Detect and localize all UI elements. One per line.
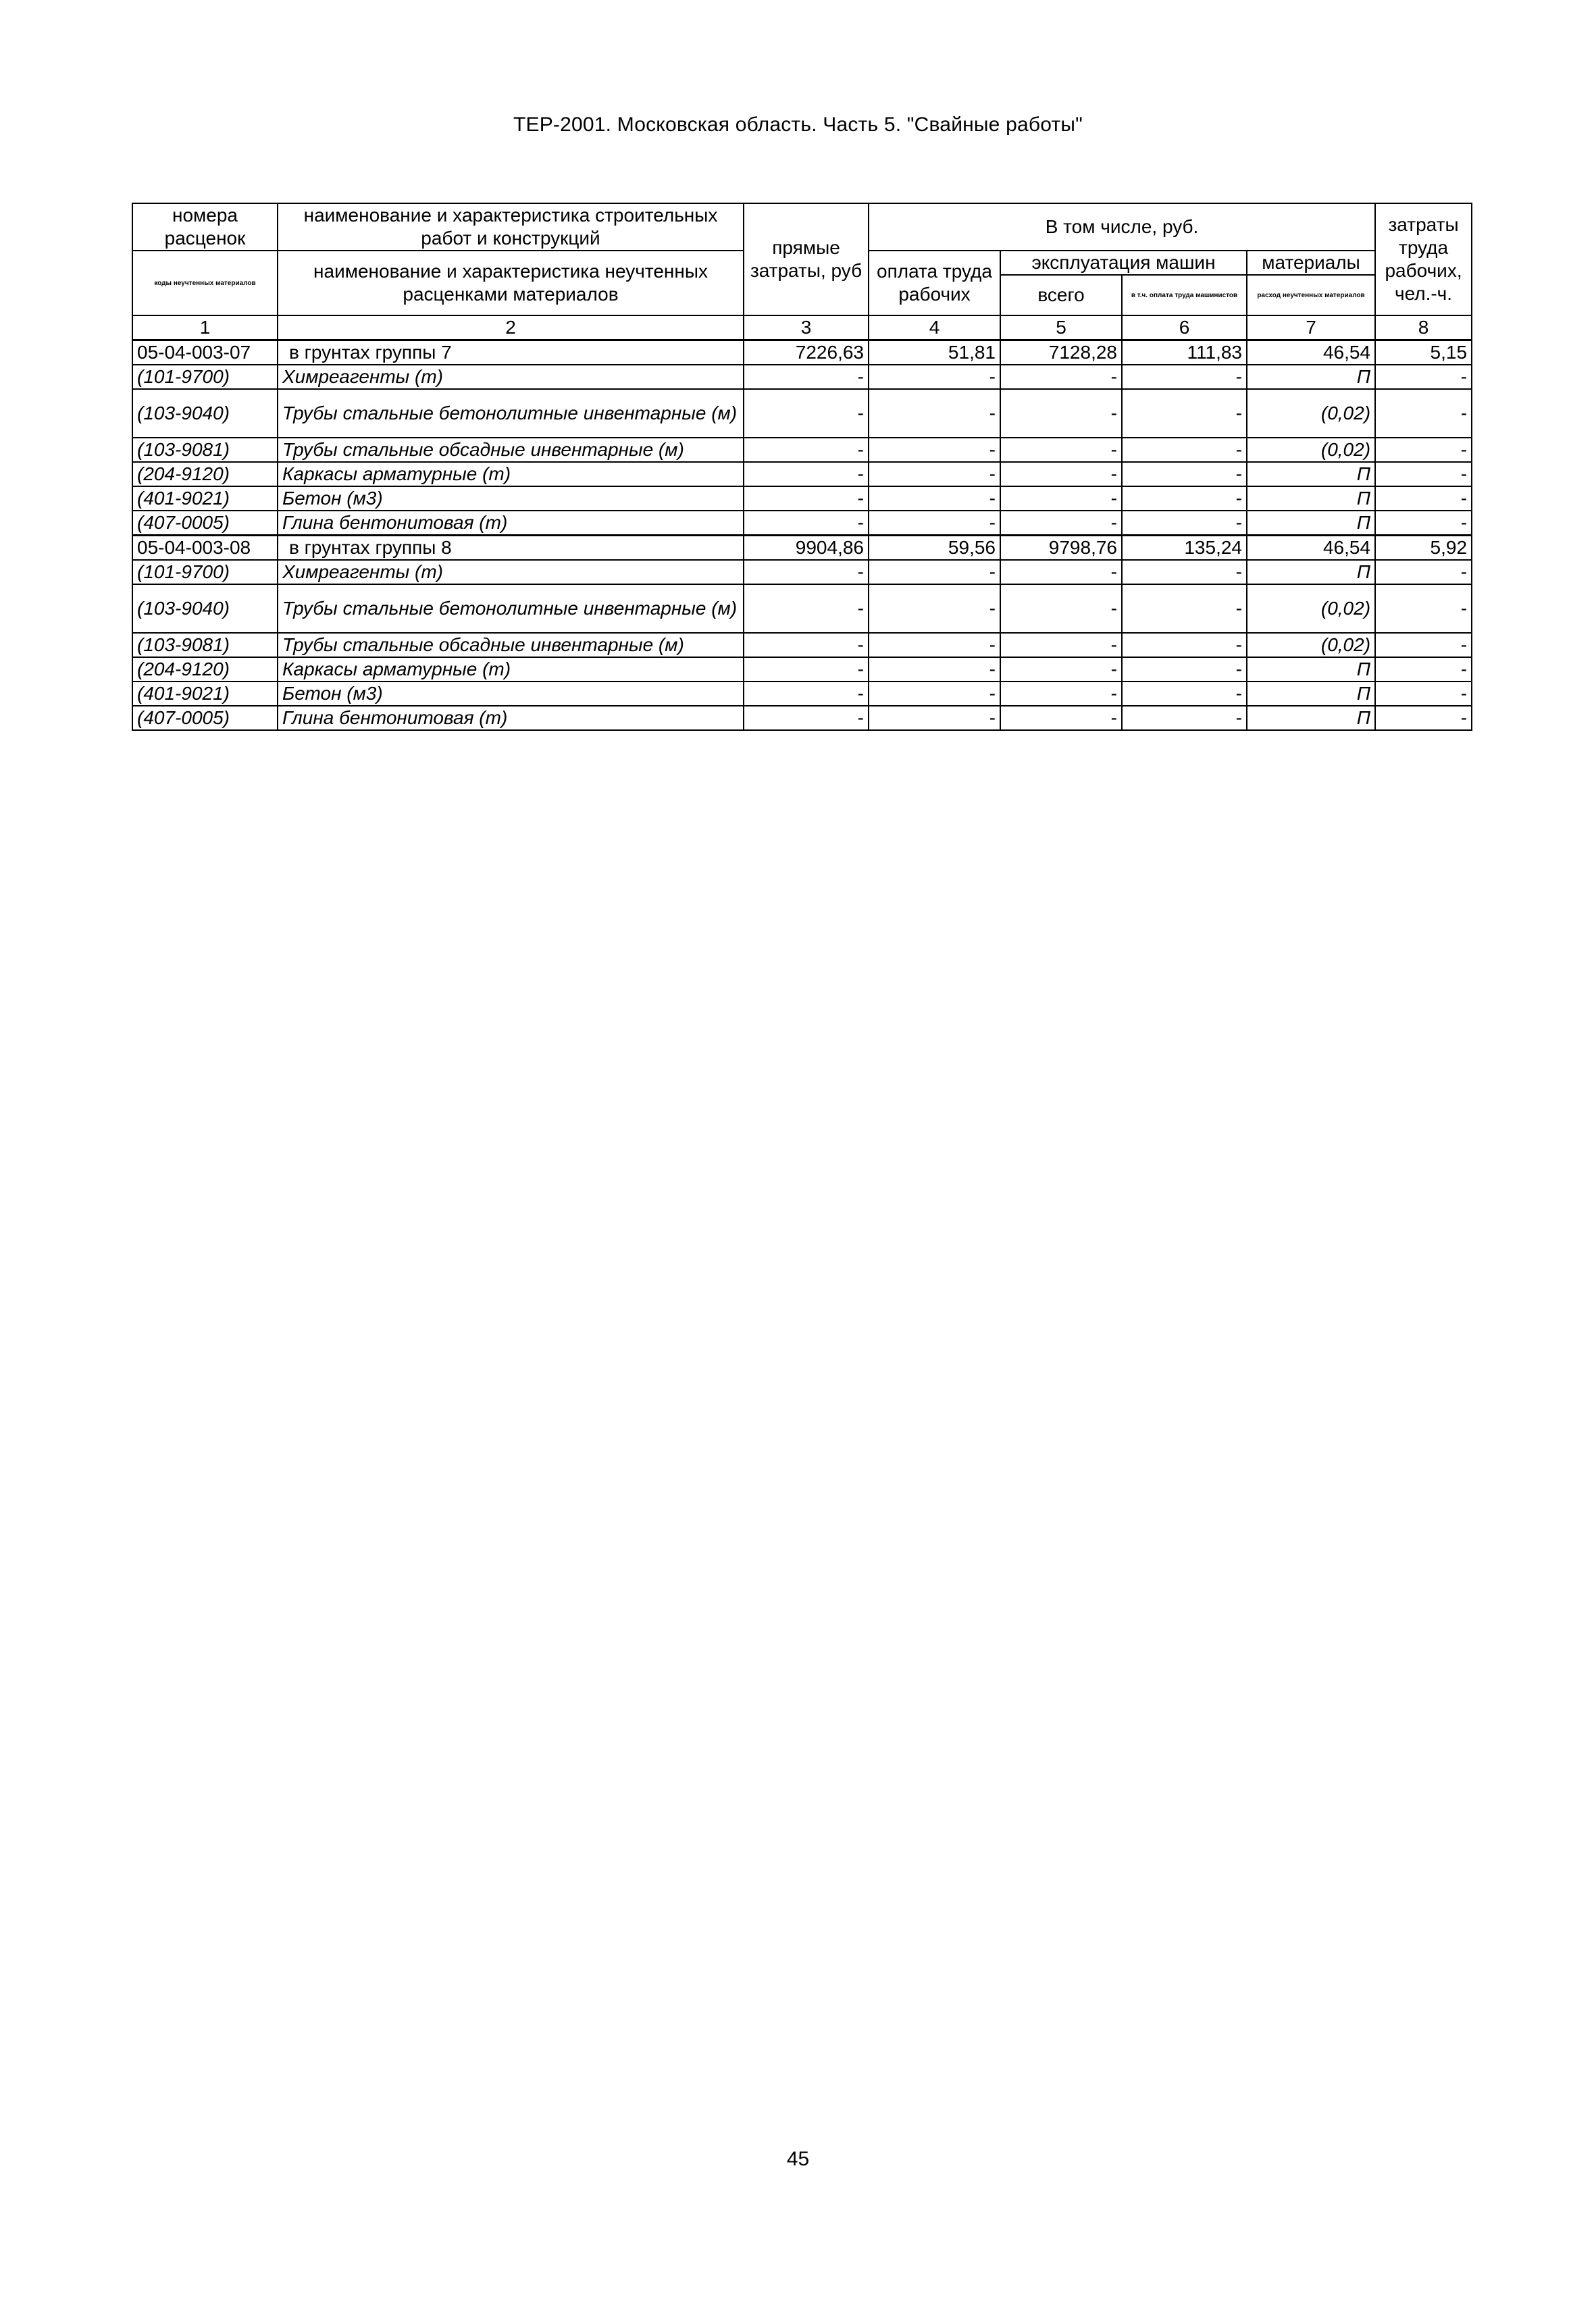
- material-code: (103-9081): [132, 633, 278, 657]
- direct-costs: -: [744, 486, 869, 511]
- machines-total: -: [1000, 511, 1122, 536]
- header-machines-total: всего: [1000, 275, 1122, 315]
- materials: 46,54: [1247, 536, 1375, 561]
- material-code: (103-9040): [132, 584, 278, 633]
- materials: 46,54: [1247, 340, 1375, 365]
- machinist-wages: -: [1122, 633, 1247, 657]
- page-number: 45: [786, 2148, 810, 2170]
- material-consumption: П: [1247, 560, 1375, 584]
- header-labor-costs: затраты труда рабочих, чел.-ч.: [1375, 203, 1472, 315]
- wages: -: [869, 462, 1000, 486]
- wages: -: [869, 657, 1000, 682]
- header-materials: материалы: [1247, 251, 1375, 275]
- material-code: (204-9120): [132, 462, 278, 486]
- wages: -: [869, 486, 1000, 511]
- material-name: Трубы стальные бетонолитные инвентарные (м): [278, 389, 744, 438]
- labor-costs: -: [1375, 511, 1472, 536]
- material-code: (407-0005): [132, 706, 278, 730]
- direct-costs: -: [744, 706, 869, 730]
- machines-total: -: [1000, 365, 1122, 389]
- direct-costs: -: [744, 389, 869, 438]
- machinist-wages: -: [1122, 682, 1247, 706]
- material-name: Каркасы арматурные (т): [278, 657, 744, 682]
- labor-costs: -: [1375, 389, 1472, 438]
- labor-costs: -: [1375, 657, 1472, 682]
- page-title: ТЕР-2001. Московская область. Часть 5. "Свайные работы": [513, 113, 1083, 136]
- direct-costs: 7226,63: [744, 340, 869, 365]
- material-consumption: П: [1247, 486, 1375, 511]
- machinist-wages: -: [1122, 657, 1247, 682]
- material-consumption: П: [1247, 682, 1375, 706]
- direct-costs: -: [744, 633, 869, 657]
- material-code: (407-0005): [132, 511, 278, 536]
- material-consumption: П: [1247, 657, 1375, 682]
- material-row: [132, 486, 1472, 511]
- material-row: [132, 584, 1472, 633]
- material-row: [132, 682, 1472, 706]
- machines-total: -: [1000, 560, 1122, 584]
- material-code: (103-9081): [132, 438, 278, 462]
- machines-total: -: [1000, 462, 1122, 486]
- machines-total: -: [1000, 682, 1122, 706]
- machines-total: -: [1000, 584, 1122, 633]
- rate-row: [132, 340, 1472, 365]
- machines-total: 9798,76: [1000, 536, 1122, 561]
- material-consumption: (0,02): [1247, 584, 1375, 633]
- labor-costs: -: [1375, 706, 1472, 730]
- wages: -: [869, 682, 1000, 706]
- machines-total: -: [1000, 438, 1122, 462]
- material-consumption: (0,02): [1247, 438, 1375, 462]
- wages: -: [869, 365, 1000, 389]
- labor-costs: -: [1375, 462, 1472, 486]
- material-row: [132, 365, 1472, 389]
- material-code: (401-9021): [132, 486, 278, 511]
- material-row: [132, 511, 1472, 536]
- material-name: Бетон (м3): [278, 682, 744, 706]
- material-code: (101-9700): [132, 560, 278, 584]
- material-row: [132, 706, 1472, 730]
- direct-costs: 9904,86: [744, 536, 869, 561]
- material-consumption: П: [1247, 365, 1375, 389]
- header-direct-costs: прямые затраты, руб: [744, 203, 869, 315]
- wages: -: [869, 633, 1000, 657]
- machinist-wages: -: [1122, 511, 1247, 536]
- labor-costs: -: [1375, 633, 1472, 657]
- header-work-name: наименование и характеристика строительных работ и конструкций: [278, 203, 744, 251]
- direct-costs: -: [744, 462, 869, 486]
- wages: -: [869, 560, 1000, 584]
- direct-costs: -: [744, 365, 869, 389]
- table-header: [132, 203, 1472, 340]
- labor-costs: -: [1375, 438, 1472, 462]
- header-machine-operation: эксплуатация машин: [1000, 251, 1247, 275]
- labor-costs: -: [1375, 560, 1472, 584]
- machinist-wages: -: [1122, 486, 1247, 511]
- material-name: Трубы стальные бетонолитные инвентарные (м): [278, 584, 744, 633]
- direct-costs: -: [744, 438, 869, 462]
- header-wages: оплата труда рабочих: [869, 251, 1000, 315]
- material-name: Химреагенты (т): [278, 560, 744, 584]
- material-consumption: (0,02): [1247, 389, 1375, 438]
- machines-total: -: [1000, 657, 1122, 682]
- wages: -: [869, 438, 1000, 462]
- material-code: (204-9120): [132, 657, 278, 682]
- labor-costs: 5,15: [1375, 340, 1472, 365]
- material-code: (401-9021): [132, 682, 278, 706]
- material-row: [132, 633, 1472, 657]
- labor-costs: -: [1375, 365, 1472, 389]
- labor-costs: -: [1375, 682, 1472, 706]
- material-consumption: П: [1247, 706, 1375, 730]
- direct-costs: -: [744, 682, 869, 706]
- material-code: (103-9040): [132, 389, 278, 438]
- material-name: Трубы стальные обсадные инвентарные (м): [278, 633, 744, 657]
- header-including: В том числе, руб.: [869, 203, 1375, 251]
- material-name: Трубы стальные обсадные инвентарные (м): [278, 438, 744, 462]
- material-name: Химреагенты (т): [278, 365, 744, 389]
- wages: 51,81: [869, 340, 1000, 365]
- direct-costs: -: [744, 560, 869, 584]
- column-number: 2: [278, 315, 744, 340]
- column-number: 4: [869, 315, 1000, 340]
- direct-costs: -: [744, 584, 869, 633]
- machines-total: -: [1000, 389, 1122, 438]
- machinist-wages: -: [1122, 365, 1247, 389]
- rate-name: в грунтах группы 8: [278, 536, 744, 561]
- machinist-wages: -: [1122, 462, 1247, 486]
- wages: -: [869, 706, 1000, 730]
- material-row: [132, 462, 1472, 486]
- header-unaccounted-materials: расход неучтенных материалов: [1247, 275, 1375, 315]
- material-name: Каркасы арматурные (т): [278, 462, 744, 486]
- wages: -: [869, 389, 1000, 438]
- material-consumption: П: [1247, 462, 1375, 486]
- column-number: 1: [132, 315, 278, 340]
- column-number: 8: [1375, 315, 1472, 340]
- material-consumption: П: [1247, 511, 1375, 536]
- material-consumption: (0,02): [1247, 633, 1375, 657]
- labor-costs: -: [1375, 584, 1472, 633]
- material-name: Глина бентонитовая (т): [278, 706, 744, 730]
- material-row: [132, 657, 1472, 682]
- rate-name: в грунтах группы 7: [278, 340, 744, 365]
- rate-code: 05-04-003-08: [132, 536, 278, 561]
- machinist-wages: -: [1122, 389, 1247, 438]
- direct-costs: -: [744, 511, 869, 536]
- machines-total: -: [1000, 633, 1122, 657]
- material-row: [132, 438, 1472, 462]
- machines-total: -: [1000, 706, 1122, 730]
- labor-costs: 5,92: [1375, 536, 1472, 561]
- machines-total: 7128,28: [1000, 340, 1122, 365]
- rates-table: [132, 203, 1472, 731]
- labor-costs: -: [1375, 486, 1472, 511]
- machinist-wages: -: [1122, 584, 1247, 633]
- material-name: Глина бентонитовая (т): [278, 511, 744, 536]
- wages: 59,56: [869, 536, 1000, 561]
- header-rate-numbers: номера расценок: [132, 203, 278, 251]
- machines-total: -: [1000, 486, 1122, 511]
- column-number: 6: [1122, 315, 1247, 340]
- machinist-wages: -: [1122, 438, 1247, 462]
- material-name: Бетон (м3): [278, 486, 744, 511]
- rate-row: [132, 536, 1472, 561]
- table-body: [132, 340, 1472, 731]
- rate-code: 05-04-003-07: [132, 340, 278, 365]
- column-number: 5: [1000, 315, 1122, 340]
- machinist-wages: -: [1122, 560, 1247, 584]
- header-material-codes: коды неучтенных материалов: [132, 251, 278, 315]
- direct-costs: -: [744, 657, 869, 682]
- material-row: [132, 389, 1472, 438]
- machinist-wages: -: [1122, 706, 1247, 730]
- column-number: 7: [1247, 315, 1375, 340]
- machinist-wages: 111,83: [1122, 340, 1247, 365]
- header-machinist-wages: в т.ч. оплата труда машинистов: [1122, 275, 1247, 315]
- header-material-name: наименование и характеристика неучтенных расценками материалов: [278, 251, 744, 315]
- material-code: (101-9700): [132, 365, 278, 389]
- column-number: 3: [744, 315, 869, 340]
- machinist-wages: 135,24: [1122, 536, 1247, 561]
- wages: -: [869, 584, 1000, 633]
- wages: -: [869, 511, 1000, 536]
- material-row: [132, 560, 1472, 584]
